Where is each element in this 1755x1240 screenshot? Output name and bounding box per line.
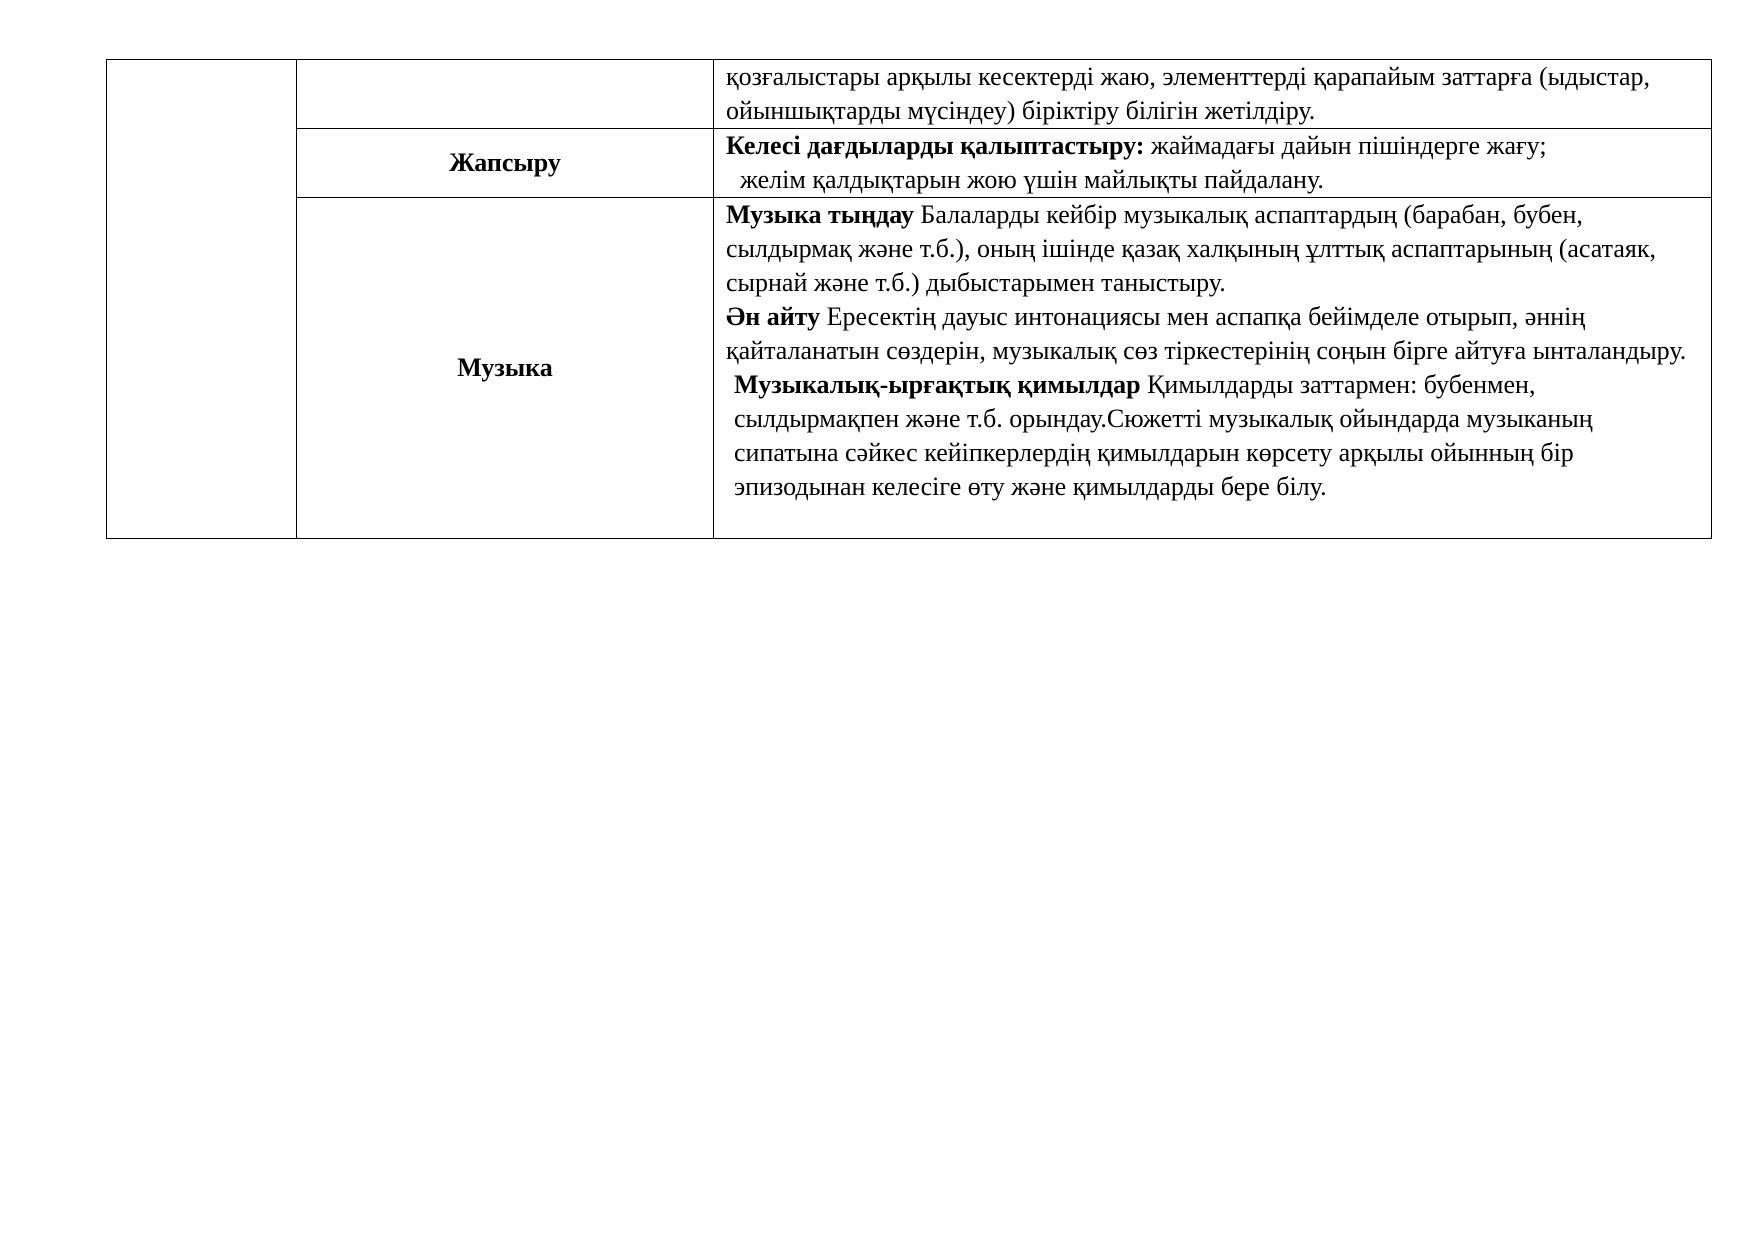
listening-text: Балаларды кейбір музыкалық аспаптардың (барабан, бубен, сылдырмақ және т.б.), оның ішінде қазақ халқының ұлттық аспаптарының (асатаяк, сырнай және т.б.) дыбыстарымен таныстыру. — [726, 200, 1656, 297]
listening-paragraph — [726, 198, 1703, 300]
empty-first-column-cell — [107, 60, 297, 539]
rhythm-paragraph — [726, 368, 1703, 504]
singing-paragraph — [726, 300, 1703, 368]
subject-cell — [297, 60, 714, 129]
content-cell — [714, 198, 1712, 539]
content-cell — [714, 129, 1712, 198]
content-cell — [714, 60, 1712, 129]
skills-heading: Келесі дағдыларды қалыптастыру: — [726, 131, 1145, 160]
singing-text: Ересектің дауыс интонациясы мен аспапқа бейімделе отырып, әннің қайталанатын сөздерін, музыкалық сөз тіркестерінің соңын бірге айтуға ынталандыру. — [726, 302, 1687, 365]
rhythm-heading: Музыкалық-ырғақтық қимылдар — [734, 370, 1141, 399]
table-row — [107, 60, 1712, 129]
content-text: қозғалыстары арқылы кесектерді жаю, элементтерді қарапайым заттарға (ыдыстар, ойыншықтарды мүсіндеу) біріктіру білігін жетілдіру. — [726, 62, 1651, 125]
skills-text-part2: желім қалдықтарын жою үшін майлықты пайдалану. — [740, 165, 1324, 194]
singing-heading: Ән айту — [726, 302, 821, 331]
skills-text-part1: жаймадағы дайын пішіндерге жағу; — [1144, 131, 1547, 160]
listening-heading: Музыка тыңдау — [726, 200, 914, 229]
curriculum-table — [106, 59, 1712, 539]
subject-cell-zhapsyru: Жапсыру — [297, 129, 714, 198]
table-row — [107, 198, 1712, 539]
table-row — [107, 129, 1712, 198]
subject-cell-muzyka: Музыка — [297, 198, 714, 539]
rhythm-text: Қимылдарды заттармен: бубенмен, сылдырмақпен және т.б. орындау.Сюжетті музыкалық ойындарда музыканың сипатына сәйкес кейіпкерлердің қимылдарын көрсету арқылы ойынның бір эпизодынан келесіге өту және қимылдарды бере білу. — [734, 370, 1593, 501]
content-paragraph — [726, 129, 1703, 163]
